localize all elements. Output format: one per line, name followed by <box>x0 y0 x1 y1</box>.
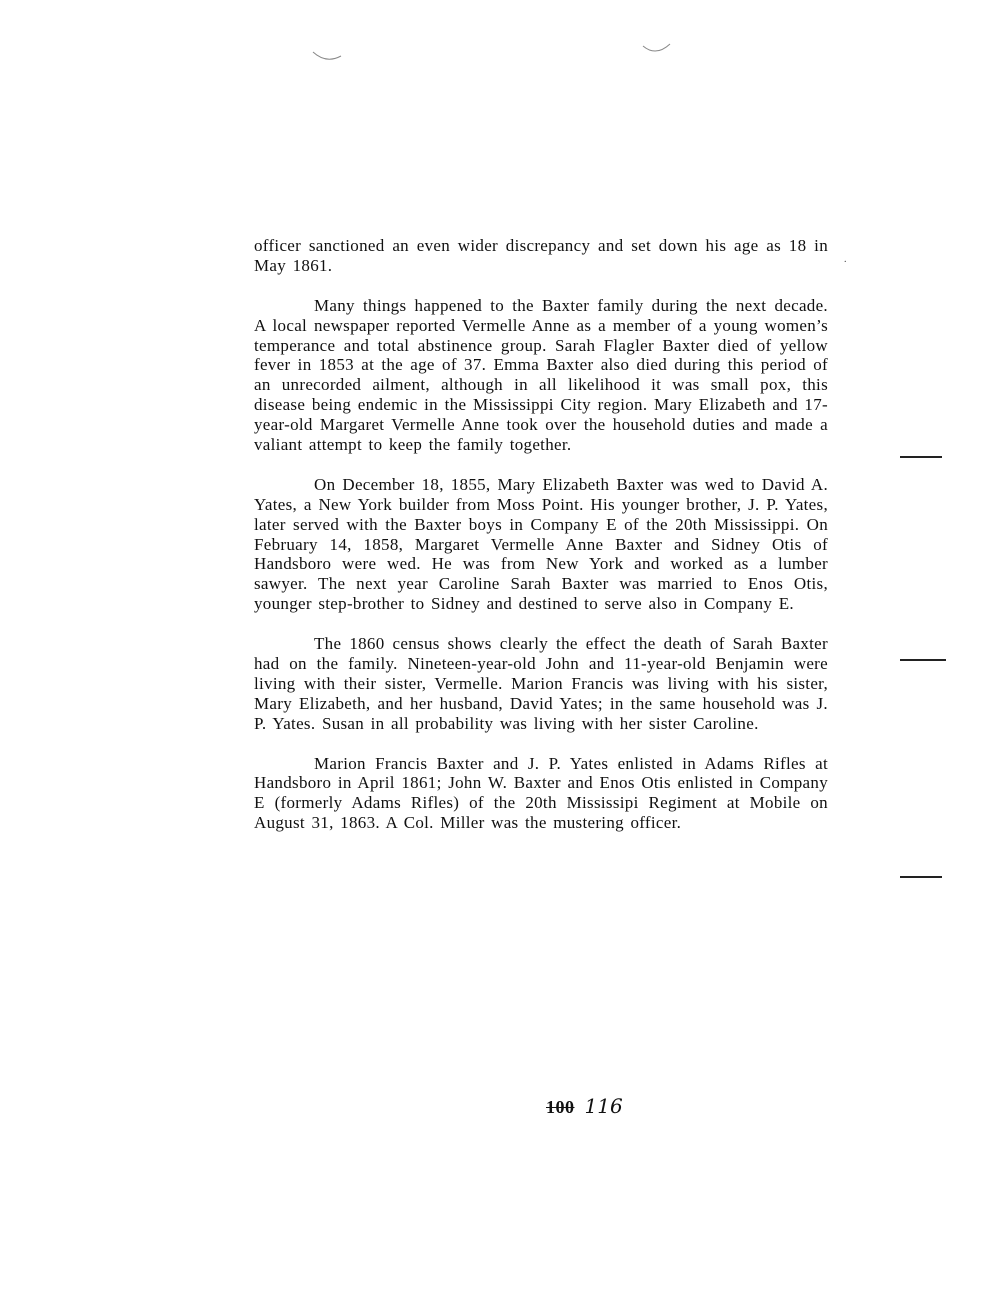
paragraph-4: The 1860 census shows clearly the effect the death of Sarah Baxter had on the family. Nineteen-year-old John and 11-year-old Benjamin were living with their sister, Vermelle. Marion Francis was living with his sister, Mary Elizabeth, and her husband, David Yates; in the same household was J. P. Yates. Susan in all probability was living with her sister Caroline. <box>254 634 828 733</box>
paragraph-3: On December 18, 1855, Mary Elizabeth Baxter was wed to David A. Yates, a New York builder from Moss Point. His younger brother, J. P. Yates, later served with the Baxter boys in Company E of the 20th Mississippi. On February 14, 1858, Margaret Vermelle Anne Baxter and Sidney Otis of Handsboro were wed. He was from New York and worked as a lumber sawyer. The next year Caroline Sarah Baxter was married to Enos Otis, younger step-brother to Sidney and destined to serve also in Company E. <box>254 474 828 614</box>
page-number <box>546 1094 623 1118</box>
margin-line-3 <box>900 876 942 878</box>
stray-mark: . <box>844 254 847 265</box>
punch-mark-right <box>642 42 672 58</box>
paragraph-5: Marion Francis Baxter and J. P. Yates enlisted in Adams Rifles at Handsboro in April 1861; John W. Baxter and Enos Otis enlisted in Company E (formerly Adams Rifles) of the 20th Mississipi Regiment at Mobile on August 31, 1863. A Col. Miller was the mustering officer. <box>254 753 828 833</box>
paragraph-1: officer sanctioned an even wider discrepancy and set down his age as 18 in May 1861. <box>254 236 828 275</box>
paragraph-2: Many things happened to the Baxter family during the next decade. A local newspaper reported Vermelle Anne as a member of a young women’s temperance and total abstinence group. Sarah Flagler Baxter died of yellow fever in 1853 at the age of 37. Emma Baxter also died during this period of an unrecorded ailment, although in all likelihood it was small pox, this disease being endemic in the Mississippi City region. Mary Elizabeth and 17-year-old Margaret Vermelle Anne took over the household duties and made a valiant attempt to keep the family together. <box>254 295 828 455</box>
punch-mark-left <box>312 50 342 64</box>
margin-line-1 <box>900 456 942 458</box>
margin-line-2 <box>900 659 946 661</box>
original-page-number: 100 <box>546 1097 575 1117</box>
document-body <box>254 236 828 853</box>
corrected-page-number: 116 <box>584 1094 623 1118</box>
